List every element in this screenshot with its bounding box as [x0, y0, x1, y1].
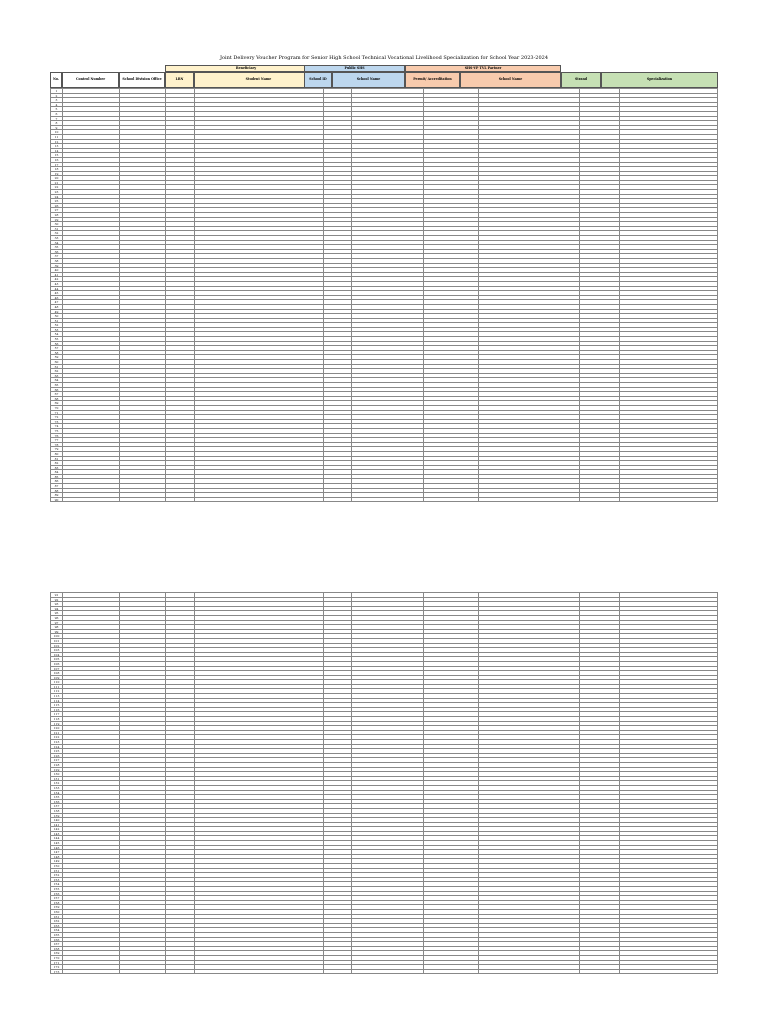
- cell-row-number: 14: [51, 149, 63, 154]
- cell-lrn: [166, 498, 195, 503]
- cell-row-number: 91: [51, 593, 63, 598]
- cell-row-number: 29: [51, 218, 63, 223]
- cell-row-number: 44: [51, 287, 63, 292]
- cell-row-number: 73: [51, 420, 63, 425]
- cell-row-number: 169: [51, 951, 63, 956]
- cell-row-number: 156: [51, 892, 63, 897]
- cell-row-number: 75: [51, 429, 63, 434]
- cell-school-id: [324, 970, 352, 975]
- cell-row-number: 56: [51, 342, 63, 347]
- cell-row-number: 45: [51, 291, 63, 296]
- cell-row-number: 68: [51, 397, 63, 402]
- cell-row-number: 167: [51, 942, 63, 947]
- cell-row-number: 151: [51, 869, 63, 874]
- cell-row-number: 154: [51, 882, 63, 887]
- cell-student-name: [195, 970, 324, 975]
- column-header-specialization: Specialization: [601, 72, 718, 88]
- cell-row-number: 1: [51, 89, 63, 94]
- cell-row-number: 17: [51, 163, 63, 168]
- cell-row-number: 31: [51, 227, 63, 232]
- cell-row-number: 46: [51, 296, 63, 301]
- cell-row-number: 28: [51, 213, 63, 218]
- cell-row-number: 61: [51, 365, 63, 370]
- cell-row-number: 117: [51, 712, 63, 717]
- cell-row-number: 49: [51, 310, 63, 315]
- cell-row-number: 125: [51, 749, 63, 754]
- cell-row-number: 85: [51, 475, 63, 480]
- cell-row-number: 150: [51, 864, 63, 869]
- cell-row-number: 92: [51, 598, 63, 603]
- cell-row-number: 102: [51, 644, 63, 649]
- cell-row-number: 70: [51, 406, 63, 411]
- cell-row-number: 78: [51, 443, 63, 448]
- cell-row-number: 43: [51, 282, 63, 287]
- cell-row-number: 168: [51, 947, 63, 952]
- cell-row-number: 48: [51, 305, 63, 310]
- tvi-partner-group-header: SHS-VP TVL Partner: [405, 65, 561, 72]
- cell-row-number: 123: [51, 740, 63, 745]
- public-shs-group-header: Public SHS: [304, 65, 405, 72]
- cell-row-number: 23: [51, 190, 63, 195]
- cell-row-number: 155: [51, 887, 63, 892]
- cell-row-number: 22: [51, 185, 63, 190]
- cell-row-number: 32: [51, 231, 63, 236]
- cell-row-number: 80: [51, 452, 63, 457]
- cell-specialization: [620, 970, 718, 975]
- cell-row-number: 127: [51, 758, 63, 763]
- cell-row-number: 5: [51, 107, 63, 112]
- cell-row-number: 131: [51, 777, 63, 782]
- cell-row-number: 6: [51, 112, 63, 117]
- cell-row-number: 108: [51, 671, 63, 676]
- cell-row-number: 166: [51, 938, 63, 943]
- cell-row-number: 109: [51, 676, 63, 681]
- cell-row-number: 15: [51, 153, 63, 158]
- cell-row-number: 54: [51, 332, 63, 337]
- table-row: [51, 498, 718, 503]
- cell-lrn: [166, 970, 195, 975]
- cell-row-number: 93: [51, 602, 63, 607]
- column-header-school-id: School ID: [304, 72, 332, 88]
- cell-row-number: 57: [51, 346, 63, 351]
- cell-row-number: 88: [51, 489, 63, 494]
- column-header-tvi-name: School Name: [460, 72, 561, 88]
- cell-student-name: [195, 498, 324, 503]
- column-header-lrn: LRN: [165, 72, 194, 88]
- cell-row-number: 114: [51, 699, 63, 704]
- cell-row-number: 137: [51, 804, 63, 809]
- cell-row-number: 2: [51, 94, 63, 99]
- cell-row-number: 30: [51, 222, 63, 227]
- cell-row-number: 63: [51, 374, 63, 379]
- cell-row-number: 35: [51, 245, 63, 250]
- cell-row-number: 110: [51, 680, 63, 685]
- cell-row-number: 146: [51, 846, 63, 851]
- cell-row-number: 95: [51, 611, 63, 616]
- cell-row-number: 107: [51, 667, 63, 672]
- cell-division-office: [120, 498, 166, 503]
- cell-row-number: 18: [51, 167, 63, 172]
- cell-row-number: 133: [51, 786, 63, 791]
- column-header-strand: Strand: [561, 72, 601, 88]
- cell-row-number: 141: [51, 823, 63, 828]
- cell-row-number: 90: [51, 498, 63, 503]
- cell-row-number: 121: [51, 731, 63, 736]
- cell-row-number: 157: [51, 896, 63, 901]
- cell-row-number: 132: [51, 781, 63, 786]
- cell-row-number: 71: [51, 411, 63, 416]
- cell-row-number: 21: [51, 181, 63, 186]
- cell-row-number: 171: [51, 961, 63, 966]
- cell-division-office: [120, 970, 166, 975]
- column-header-division-office: School Division Office: [119, 72, 165, 88]
- cell-row-number: 158: [51, 901, 63, 906]
- cell-row-number: 52: [51, 323, 63, 328]
- cell-row-number: 37: [51, 254, 63, 259]
- cell-row-number: 172: [51, 965, 63, 970]
- cell-row-number: 62: [51, 369, 63, 374]
- cell-row-number: 142: [51, 827, 63, 832]
- cell-row-number: 148: [51, 855, 63, 860]
- cell-row-number: 94: [51, 607, 63, 612]
- cell-row-number: 136: [51, 800, 63, 805]
- cell-row-number: 76: [51, 434, 63, 439]
- column-header-no: No.: [50, 72, 62, 88]
- cell-row-number: 116: [51, 708, 63, 713]
- cell-row-number: 164: [51, 928, 63, 933]
- cell-row-number: 126: [51, 754, 63, 759]
- cell-row-number: 16: [51, 158, 63, 163]
- cell-row-number: 135: [51, 795, 63, 800]
- cell-accreditation: [424, 498, 479, 503]
- cell-row-number: 86: [51, 479, 63, 484]
- cell-strand: [580, 970, 620, 975]
- cell-row-number: 79: [51, 447, 63, 452]
- cell-row-number: 77: [51, 438, 63, 443]
- cell-row-number: 161: [51, 915, 63, 920]
- column-header-school-name: School Name: [332, 72, 405, 88]
- cell-row-number: 67: [51, 392, 63, 397]
- cell-row-number: 138: [51, 809, 63, 814]
- cell-row-number: 122: [51, 735, 63, 740]
- cell-row-number: 47: [51, 300, 63, 305]
- cell-row-number: 101: [51, 639, 63, 644]
- cell-row-number: 173: [51, 970, 63, 975]
- cell-row-number: 159: [51, 905, 63, 910]
- column-header-permit: Permit/ Accreditation: [405, 72, 460, 88]
- cell-row-number: 112: [51, 689, 63, 694]
- cell-row-number: 50: [51, 314, 63, 319]
- cell-row-number: 55: [51, 337, 63, 342]
- cell-row-number: 8: [51, 121, 63, 126]
- cell-row-number: 113: [51, 694, 63, 699]
- cell-row-number: 153: [51, 878, 63, 883]
- cell-row-number: 24: [51, 195, 63, 200]
- cell-row-number: 147: [51, 850, 63, 855]
- table-row: [51, 970, 718, 975]
- cell-row-number: 149: [51, 859, 63, 864]
- cell-row-number: 106: [51, 662, 63, 667]
- cell-row-number: 33: [51, 236, 63, 241]
- cell-row-number: 72: [51, 415, 63, 420]
- cell-row-number: 134: [51, 791, 63, 796]
- cell-row-number: 98: [51, 625, 63, 630]
- column-header-student-name: Student Name: [194, 72, 323, 88]
- cell-control-number: [63, 970, 120, 975]
- cell-row-number: 36: [51, 250, 63, 255]
- cell-row-number: 160: [51, 910, 63, 915]
- cell-row-number: 118: [51, 717, 63, 722]
- data-table-page-2: [50, 592, 718, 974]
- beneficiary-group-header: Beneficiary: [165, 65, 327, 72]
- cell-row-number: 7: [51, 117, 63, 122]
- cell-row-number: 162: [51, 919, 63, 924]
- cell-row-number: 143: [51, 832, 63, 837]
- cell-row-number: 26: [51, 204, 63, 209]
- cell-row-number: 97: [51, 621, 63, 626]
- cell-row-number: 58: [51, 351, 63, 356]
- cell-row-number: 128: [51, 763, 63, 768]
- cell-row-number: 9: [51, 126, 63, 131]
- page-title: Joint Delivery Voucher Program for Senior High School Technical Vocational Livelihood Specialization for School Year 2023-2024: [219, 55, 549, 61]
- cell-row-number: 38: [51, 259, 63, 264]
- cell-row-number: 42: [51, 277, 63, 282]
- cell-row-number: 19: [51, 172, 63, 177]
- cell-row-number: 20: [51, 176, 63, 181]
- cell-row-number: 82: [51, 461, 63, 466]
- cell-row-number: 13: [51, 144, 63, 149]
- cell-row-number: 111: [51, 685, 63, 690]
- cell-row-number: 64: [51, 378, 63, 383]
- cell-row-number: 60: [51, 360, 63, 365]
- cell-specialization: [620, 498, 718, 503]
- cell-row-number: 81: [51, 457, 63, 462]
- cell-row-number: 10: [51, 130, 63, 135]
- cell-control-number: [63, 498, 120, 503]
- cell-row-number: 51: [51, 319, 63, 324]
- cell-row-number: 115: [51, 703, 63, 708]
- cell-tvi-name: [479, 498, 580, 503]
- cell-row-number: 53: [51, 328, 63, 333]
- cell-school-name: [352, 970, 425, 975]
- cell-row-number: 140: [51, 818, 63, 823]
- cell-row-number: 4: [51, 103, 63, 108]
- cell-row-number: 66: [51, 388, 63, 393]
- cell-row-number: 83: [51, 466, 63, 471]
- cell-row-number: 144: [51, 836, 63, 841]
- cell-strand: [580, 498, 620, 503]
- cell-row-number: 129: [51, 768, 63, 773]
- cell-row-number: 96: [51, 616, 63, 621]
- cell-row-number: 104: [51, 653, 63, 658]
- cell-tvi-name: [479, 970, 580, 975]
- cell-row-number: 170: [51, 956, 63, 961]
- cell-row-number: 27: [51, 208, 63, 213]
- cell-row-number: 41: [51, 273, 63, 278]
- cell-row-number: 139: [51, 814, 63, 819]
- cell-row-number: 120: [51, 726, 63, 731]
- cell-row-number: 3: [51, 98, 63, 103]
- cell-row-number: 152: [51, 873, 63, 878]
- cell-accreditation: [424, 970, 479, 975]
- cell-row-number: 74: [51, 424, 63, 429]
- cell-row-number: 89: [51, 493, 63, 498]
- cell-row-number: 130: [51, 772, 63, 777]
- cell-row-number: 163: [51, 924, 63, 929]
- column-header-control-number: Control Number: [62, 72, 119, 88]
- cell-row-number: 59: [51, 355, 63, 360]
- cell-row-number: 103: [51, 648, 63, 653]
- cell-row-number: 165: [51, 933, 63, 938]
- cell-school-id: [324, 498, 352, 503]
- cell-row-number: 34: [51, 241, 63, 246]
- data-table-page-1: [50, 88, 718, 502]
- cell-row-number: 12: [51, 140, 63, 145]
- cell-school-name: [352, 498, 425, 503]
- cell-row-number: 69: [51, 401, 63, 406]
- cell-row-number: 105: [51, 657, 63, 662]
- cell-row-number: 87: [51, 484, 63, 489]
- cell-row-number: 84: [51, 470, 63, 475]
- cell-row-number: 119: [51, 722, 63, 727]
- cell-row-number: 65: [51, 383, 63, 388]
- cell-row-number: 124: [51, 745, 63, 750]
- cell-row-number: 100: [51, 634, 63, 639]
- cell-row-number: 25: [51, 199, 63, 204]
- cell-row-number: 11: [51, 135, 63, 140]
- cell-row-number: 39: [51, 264, 63, 269]
- cell-row-number: 40: [51, 268, 63, 273]
- cell-row-number: 99: [51, 630, 63, 635]
- cell-row-number: 145: [51, 841, 63, 846]
